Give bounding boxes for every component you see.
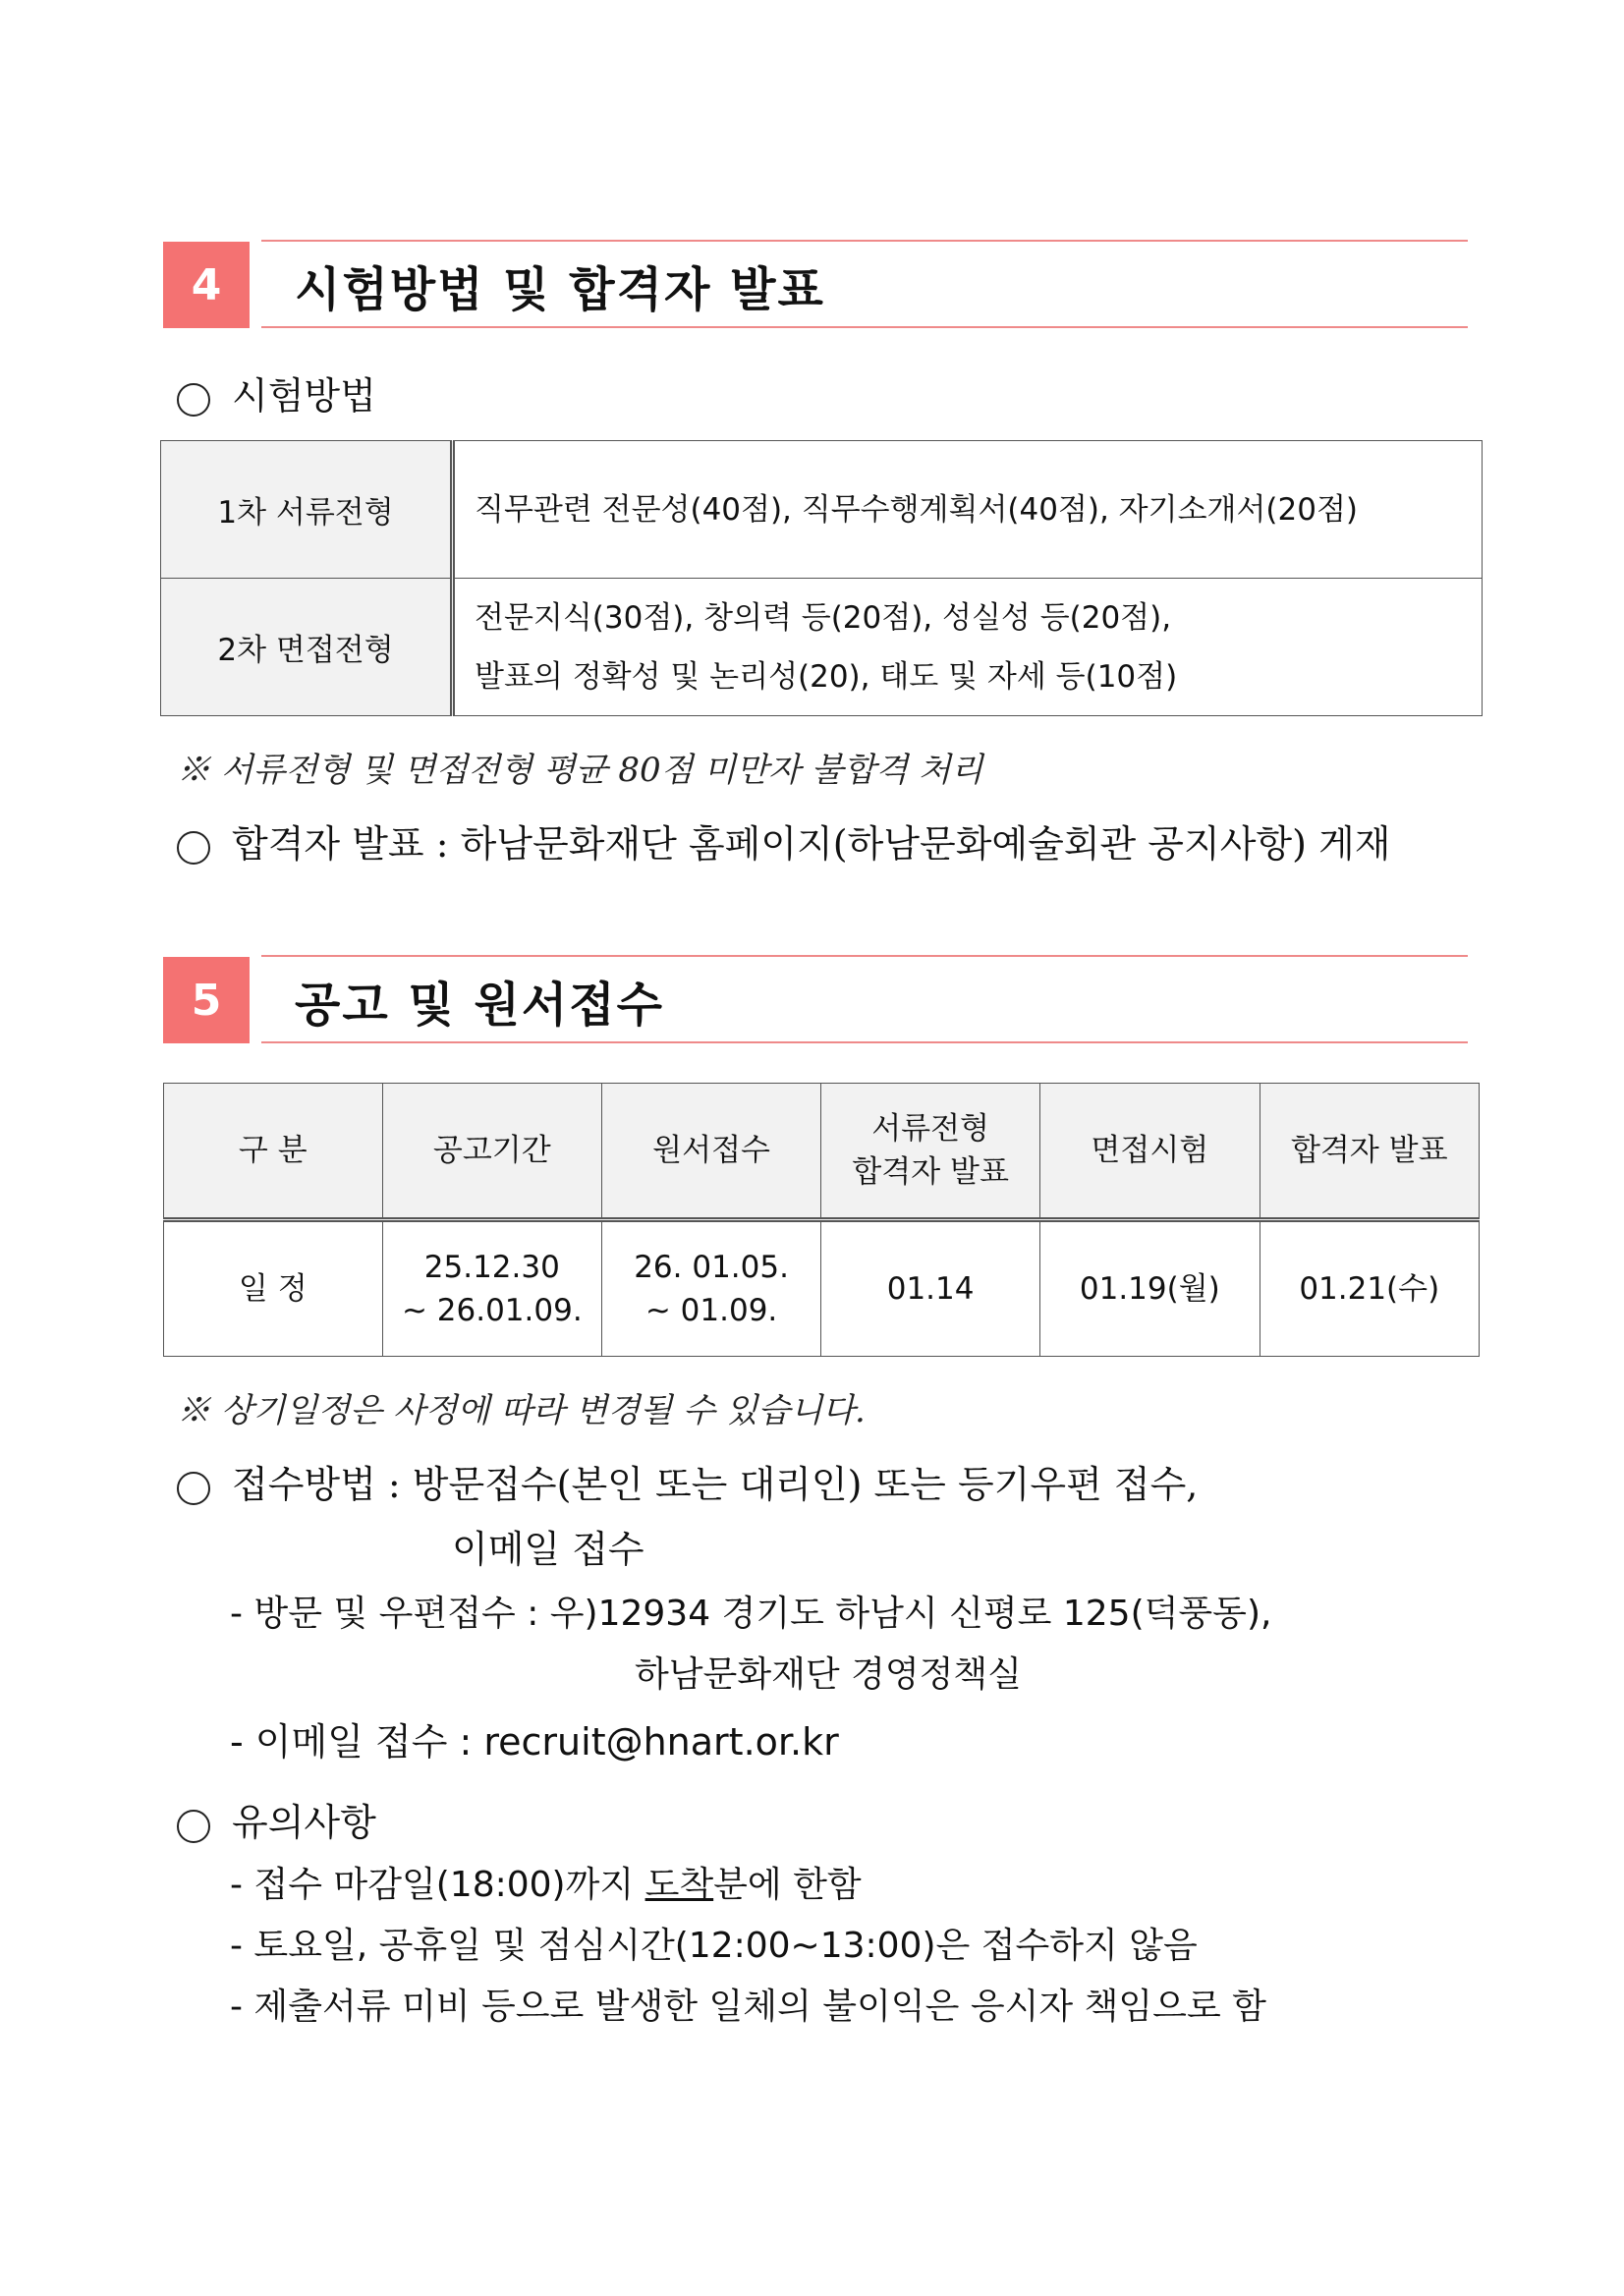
header-cell: 구 분 (164, 1084, 383, 1220)
cell-line: 01.14 (886, 1271, 975, 1307)
cell-line: 01.21(수) (1299, 1271, 1440, 1307)
schedule-cell (1040, 1220, 1260, 1357)
method-heading-text: 시험방법 (232, 374, 376, 418)
announce-text: 합격자 발표 : 하남문화재단 홈페이지(하남문화예술회관 공지사항) 게재 (232, 822, 1391, 866)
caution-item-3: - 제출서류 미비 등으로 발생한 일체의 불이익은 응시자 책임으로 함 (230, 1987, 1266, 2027)
schedule-table (163, 1083, 1480, 1357)
section-top-rule (261, 955, 1468, 957)
method-heading (177, 365, 376, 420)
table-row (164, 1220, 1480, 1357)
table-header-row (164, 1084, 1480, 1220)
row-value-line: 전문지식(30점), 창의력 등(20점), 성실성 등(20점), (475, 599, 1172, 636)
announce-line (177, 813, 1390, 868)
schedule-cell (821, 1220, 1040, 1357)
caution-underlined: 도착 (644, 1865, 714, 1905)
schedule-cell (382, 1220, 601, 1357)
caution-heading (177, 1792, 376, 1846)
header-cell: 서류전형 합격자 발표 (821, 1084, 1040, 1220)
row-label: 일 정 (164, 1220, 383, 1357)
circle-bullet-icon (177, 1810, 210, 1843)
caution-item-1 (230, 1857, 862, 1907)
table-row (161, 579, 1483, 716)
exam-method-table (160, 440, 1483, 716)
receipt-line (177, 1454, 1198, 1508)
header-cell: 공고기간 (382, 1084, 601, 1220)
row-value-line: 직무관련 전문성(40점), 직무수행계획서(40점), 자기소개서(20점) (475, 491, 1358, 528)
caution-item-2: - 토요일, 공휴일 및 점심시간(12:00~13:00)은 접수하지 않음 (230, 1926, 1198, 1966)
score-note: ※ 서류전형 및 면접전형 평균 80점 미만자 불합격 처리 (177, 751, 983, 790)
cell-line: 26. 01.05. (634, 1250, 789, 1285)
circle-bullet-icon (177, 383, 210, 417)
section-number-4: 4 (163, 242, 250, 328)
section-number-5: 5 (163, 957, 250, 1043)
email-line: - 이메일 접수 : recruit@hnart.or.kr (230, 1720, 839, 1764)
cell-line: ~ 26.01.09. (401, 1293, 583, 1328)
cell-line: ~ 01.09. (644, 1293, 778, 1328)
caution-text: 분에 한함 (713, 1865, 862, 1905)
section-title-4: 시험방법 및 합격자 발표 (295, 262, 825, 317)
row-label: 2차 면접전형 (161, 579, 453, 716)
receipt-text: 접수방법 : 방문접수(본인 또는 대리인) 또는 등기우편 접수, (232, 1463, 1199, 1506)
section-bottom-rule (261, 1041, 1468, 1043)
receipt-line-2: 이메일 접수 (452, 1528, 644, 1571)
section-title-5: 공고 및 원서접수 (295, 978, 664, 1033)
section-bottom-rule (261, 326, 1468, 328)
row-value-line: 발표의 정확성 및 논리성(20), 태도 및 자세 등(10점) (475, 658, 1178, 695)
row-value (453, 441, 1483, 579)
schedule-note: ※ 상기일정은 사정에 따라 변경될 수 있습니다. (177, 1391, 866, 1430)
circle-bullet-icon (177, 1472, 210, 1505)
header-cell: 합격자 발표 (1260, 1084, 1479, 1220)
cell-line: 25.12.30 (423, 1250, 560, 1285)
row-label: 1차 서류전형 (161, 441, 453, 579)
header-cell: 원서접수 (602, 1084, 821, 1220)
header-cell: 면접시험 (1040, 1084, 1260, 1220)
section-top-rule (261, 240, 1468, 242)
cell-line: 01.19(월) (1079, 1271, 1220, 1307)
visit-line: - 방문 및 우편접수 : 우)12934 경기도 하남시 신평로 125(덕풍동), (230, 1594, 1272, 1634)
row-value (453, 579, 1483, 716)
table-row (161, 441, 1483, 579)
visit-line-2: 하남문화재단 경영정책실 (635, 1654, 1022, 1695)
caution-text: - 접수 마감일(18:00)까지 (230, 1865, 645, 1905)
schedule-cell (1260, 1220, 1479, 1357)
circle-bullet-icon (177, 831, 210, 865)
caution-heading-text: 유의사항 (232, 1801, 376, 1844)
schedule-cell (602, 1220, 821, 1357)
